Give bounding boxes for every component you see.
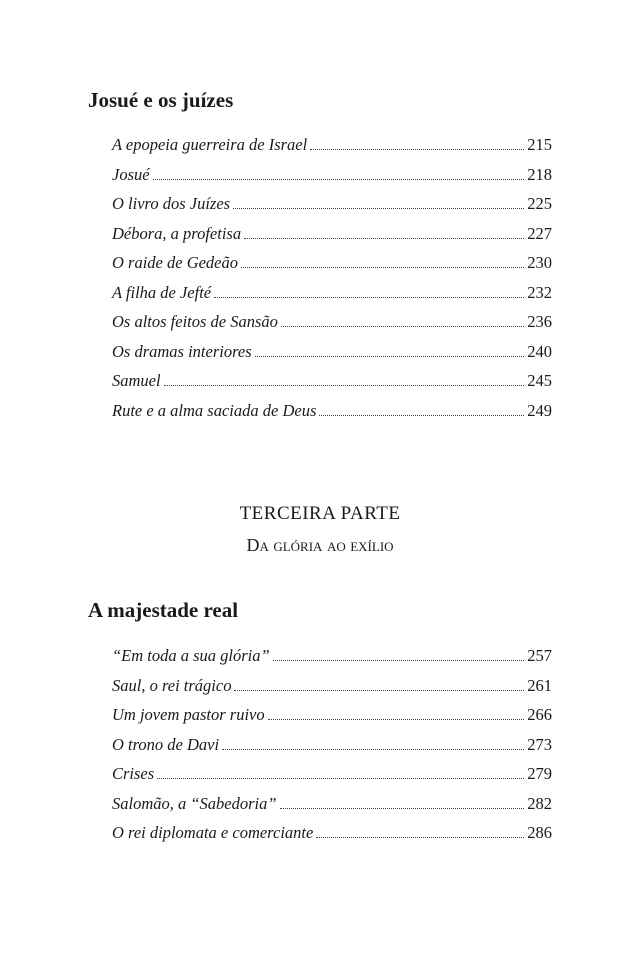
toc-entry-title: Saul, o rei trágico [112, 675, 232, 695]
toc-entry [112, 676, 552, 706]
toc-entry-page: 286 [527, 823, 552, 842]
toc-entry-page: 282 [527, 793, 552, 813]
toc-entry [112, 401, 552, 431]
toc-entry-page: 232 [527, 282, 552, 302]
toc-entry [112, 165, 552, 195]
dot-leader [214, 297, 524, 298]
dot-leader [234, 690, 524, 691]
toc-entry-page: 236 [527, 312, 552, 331]
toc-entry-page: 215 [527, 135, 552, 154]
toc-entry-title: A filha de Jefté [112, 282, 212, 302]
dot-leader [153, 179, 525, 180]
toc-list [112, 135, 552, 430]
dot-leader [241, 267, 524, 268]
toc-entry [112, 823, 552, 853]
toc-entry [112, 342, 552, 372]
toc-entry-page: 230 [527, 253, 552, 272]
toc-entry-page: 227 [527, 223, 552, 243]
section-heading: A majestade real [88, 598, 239, 622]
dot-leader [255, 356, 525, 357]
toc-entry [112, 135, 552, 165]
dot-leader [164, 385, 525, 386]
dot-leader [273, 660, 525, 661]
dot-leader [280, 808, 525, 809]
toc-entry [112, 312, 552, 342]
toc-list [112, 646, 552, 853]
part-title: TERCEIRA PARTE [239, 503, 401, 524]
toc-entry-title: O raide de Gedeão [112, 253, 239, 272]
toc-entry-page: 261 [527, 675, 552, 695]
toc-entry-title: A epopeia guerreira de Israel [112, 135, 308, 154]
dot-leader [268, 719, 525, 720]
toc-entry-title: O rei diplomata e comerciante [112, 823, 314, 842]
toc-entry [112, 371, 552, 401]
toc-entry-title: Salomão, a “Sabedoria” [112, 793, 277, 813]
toc-entry-page: 279 [527, 764, 552, 783]
dot-leader [281, 326, 524, 327]
toc-entry [112, 646, 552, 676]
toc-entry-page: 225 [527, 194, 552, 213]
toc-entry-title: Um jovem pastor ruivo [112, 705, 265, 724]
part-subtitle: Da glória ao exílio [246, 535, 394, 555]
dot-leader [244, 238, 524, 239]
dot-leader [316, 837, 524, 838]
toc-entry [112, 705, 552, 735]
toc-entry [112, 253, 552, 283]
dot-leader [233, 208, 524, 209]
dot-leader [222, 749, 524, 750]
toc-entry [112, 194, 552, 224]
toc-entry-title: Samuel [112, 371, 161, 390]
toc-entry-page: 266 [527, 705, 552, 724]
toc-entry-title: Josué [112, 164, 150, 184]
toc-entry-title: O livro dos Juízes [112, 194, 231, 213]
toc-entry [112, 764, 552, 794]
toc-entry-page: 257 [527, 646, 552, 665]
toc-entry-page: 240 [527, 341, 552, 361]
section-heading: Josué e os juízes [88, 88, 234, 112]
toc-entry [112, 735, 552, 765]
toc-entry-title: Os altos feitos de Sansão [112, 312, 278, 331]
toc-entry-title: “Em toda a sua glória” [112, 646, 270, 665]
toc-entry [112, 794, 552, 824]
toc-entry [112, 224, 552, 254]
toc-entry [112, 283, 552, 313]
dot-leader [310, 149, 524, 150]
toc-entry-page: 273 [527, 734, 552, 754]
toc-entry-title: Os dramas interiores [112, 341, 252, 361]
toc-entry-page: 245 [527, 371, 552, 390]
toc-entry-title: Débora, a profetisa [112, 223, 242, 243]
dot-leader [319, 415, 524, 416]
toc-entry-title: O trono de Davi [112, 734, 220, 754]
toc-entry-title: Rute e a alma saciada de Deus [112, 400, 317, 420]
toc-entry-page: 249 [527, 400, 552, 420]
toc-entry-page: 218 [527, 164, 552, 184]
toc-entry-title: Crises [112, 764, 155, 783]
dot-leader [157, 778, 524, 779]
